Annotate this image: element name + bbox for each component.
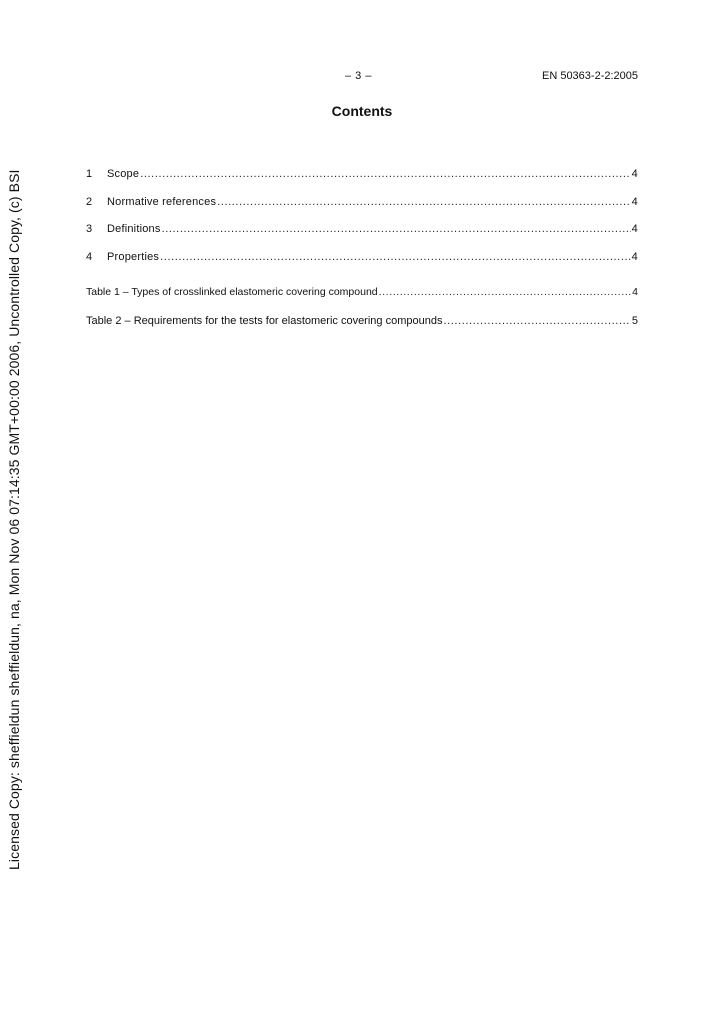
dot-leader xyxy=(379,285,632,299)
table-entry-1[interactable] xyxy=(86,285,638,314)
toc-entry-page: 4 xyxy=(631,250,638,263)
toc-entry-definitions[interactable] xyxy=(86,222,638,250)
table-entry-page: 4 xyxy=(632,286,638,298)
page-number: – 3 – xyxy=(345,70,372,82)
table-entry-label: Table 2 – Requirements for the tests for elastomeric covering compounds xyxy=(86,315,443,327)
toc-entry-number: 3 xyxy=(86,223,93,235)
dot-leader xyxy=(160,250,631,264)
toc-entry-scope[interactable] xyxy=(86,167,638,195)
dot-leader xyxy=(162,222,631,236)
toc-entry-label: Definitions xyxy=(107,223,161,235)
document-id: EN 50363-2-2:2005 xyxy=(541,70,638,82)
toc-entry-label: Scope xyxy=(107,168,140,180)
table-entry-2[interactable] xyxy=(86,314,638,343)
table-entry-page: 5 xyxy=(631,315,638,327)
dot-leader xyxy=(217,195,631,209)
contents-title: Contents xyxy=(331,103,393,119)
toc-entry-number: 2 xyxy=(86,195,93,208)
toc-entry-page: 4 xyxy=(631,168,638,180)
license-watermark: Licensed Copy: sheffieldun sheffieldun, na, Mon Nov 06 07:14:35 GMT+00:00 2006, Uncontrolled Copy, (c) BSI xyxy=(6,169,22,870)
toc-entry-page: 4 xyxy=(631,223,638,235)
toc-entry-label: Normative references xyxy=(107,195,217,208)
table-entry-label: Table 1 – Types of crosslinked elastomeric covering compound xyxy=(86,286,378,298)
toc-entry-properties[interactable] xyxy=(86,250,638,278)
toc-entry-normative-references[interactable] xyxy=(86,195,638,223)
toc-entry-label: Properties xyxy=(107,250,160,263)
list-of-tables xyxy=(86,285,638,343)
toc-entry-number: 1 xyxy=(86,168,93,180)
dot-leader xyxy=(443,314,630,328)
toc-entry-number: 4 xyxy=(86,250,93,263)
table-of-contents xyxy=(86,167,638,277)
toc-entry-page: 4 xyxy=(631,195,638,208)
dot-leader xyxy=(140,167,630,181)
